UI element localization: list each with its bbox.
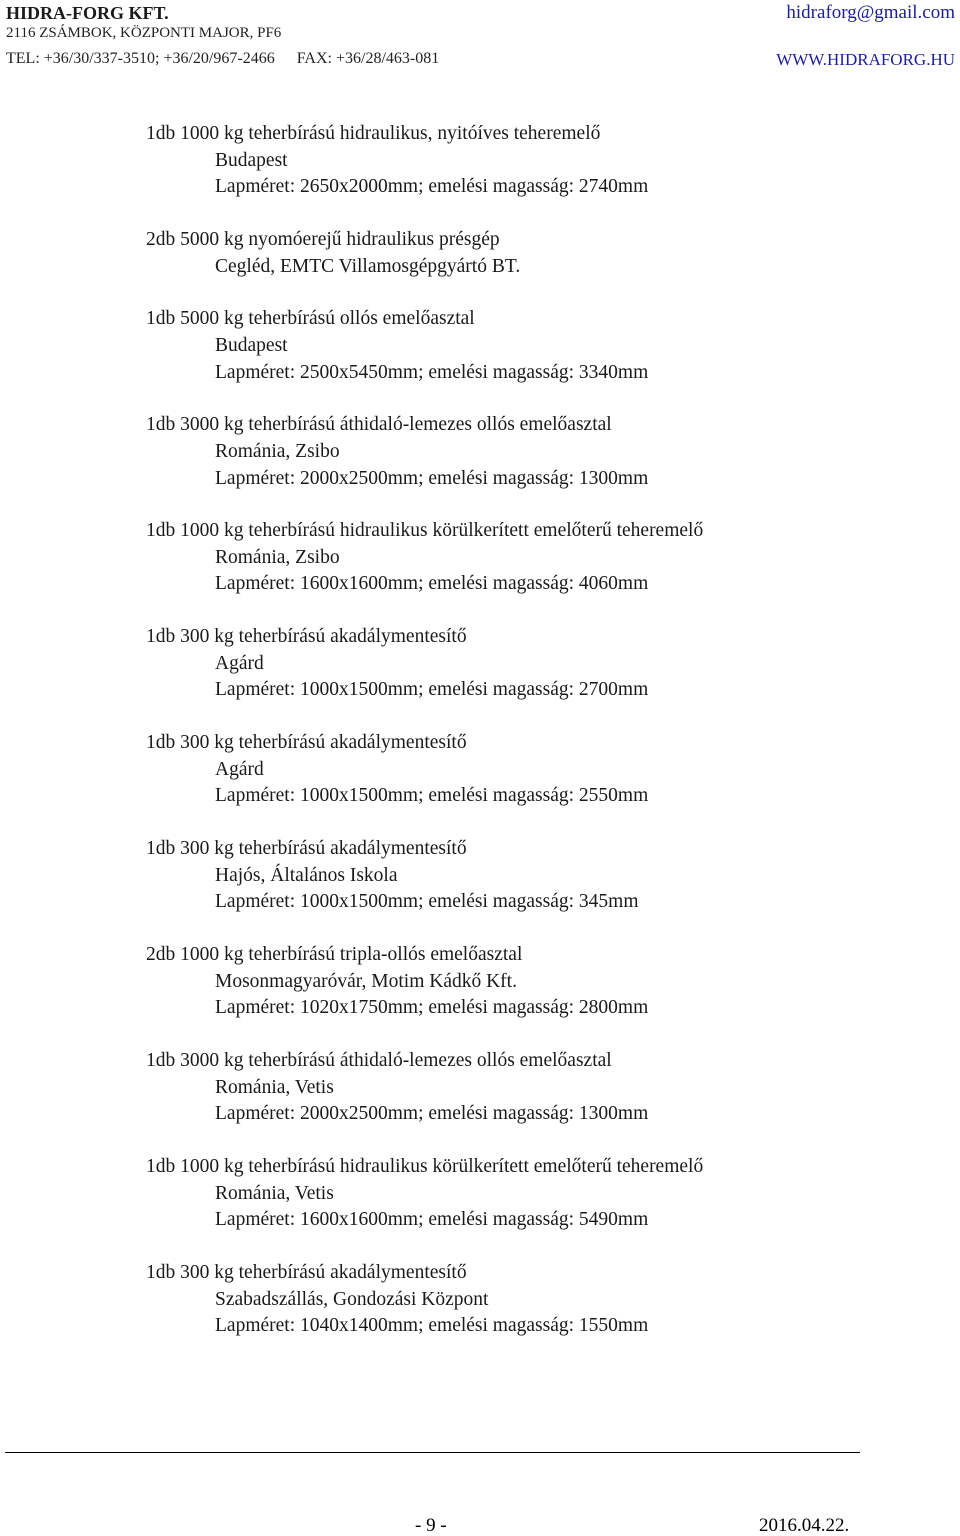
list-item — [146, 624, 926, 704]
entry-location: Agárd — [215, 652, 264, 674]
list-item — [146, 836, 926, 916]
page-number: - 9 - — [415, 1515, 447, 1536]
entry-spec: Lapméret: 1600x1600mm; emelési magasság: 4060mm — [215, 573, 649, 595]
entry-title: 2db 1000 kg teherbírású tripla-ollós emelőasztal — [146, 944, 523, 966]
entry-location: Románia, Zsibo — [215, 440, 340, 462]
entry-location: Románia, Vetis — [215, 1076, 334, 1098]
entry-title: 1db 3000 kg teherbírású áthidaló-lemezes ollós emelőasztal — [146, 1050, 612, 1072]
entry-spec: Lapméret: 2500x5450mm; emelési magasság: 3340mm — [215, 361, 649, 383]
entry-title: 1db 5000 kg teherbírású ollós emelőasztal — [146, 308, 475, 330]
document-date: 2016.04.22. — [759, 1515, 850, 1536]
footer-divider — [5, 1452, 860, 1453]
entry-spec: Lapméret: 1040x1400mm; emelési magasság: 1550mm — [215, 1315, 649, 1337]
list-item — [146, 518, 926, 598]
entry-title: 1db 300 kg teherbírású akadálymentesítő — [146, 1262, 467, 1284]
entry-location: Hajós, Általános Iskola — [215, 864, 398, 886]
contact-line — [6, 51, 439, 67]
entry-title: 1db 300 kg teherbírású akadálymentesítő — [146, 838, 467, 860]
entry-location: Szabadszállás, Gondozási Központ — [215, 1288, 489, 1310]
list-item — [146, 1048, 926, 1128]
entry-location: Budapest — [215, 334, 288, 356]
entry-spec: Lapméret: 1020x1750mm; emelési magasság: 2800mm — [215, 997, 649, 1019]
list-item — [146, 412, 926, 492]
entry-location: Románia, Zsibo — [215, 546, 340, 568]
list-item — [146, 1260, 926, 1340]
entry-title: 2db 5000 kg nyomóerejű hidraulikus présgép — [146, 228, 500, 250]
entry-spec: Lapméret: 1000x1500mm; emelési magasság: 2550mm — [215, 785, 649, 807]
list-item — [146, 730, 926, 810]
phone-numbers: TEL: +36/30/337-3510; +36/20/967-2466 — [6, 50, 275, 67]
entry-spec: Lapméret: 2000x2500mm; emelési magasság: 1300mm — [215, 1103, 649, 1125]
entry-spec: Lapméret: 2650x2000mm; emelési magasság: 2740mm — [215, 176, 649, 198]
entry-location: Mosonmagyaróvár, Motim Kádkő Kft. — [215, 970, 517, 992]
fax-number: FAX: +36/28/463-081 — [296, 50, 440, 67]
list-item — [146, 306, 926, 386]
email-address[interactable]: hidraforg@gmail.com — [786, 2, 955, 23]
entry-title: 1db 3000 kg teherbírású áthidaló-lemezes ollós emelőasztal — [146, 414, 612, 436]
entry-spec: Lapméret: 1000x1500mm; emelési magasság: 345mm — [215, 891, 639, 913]
entry-title: 1db 1000 kg teherbírású hidraulikus, nyitóíves teheremelő — [146, 123, 601, 144]
entry-title: 1db 1000 kg teherbírású hidraulikus körülkerített emelőterű teheremelő — [146, 520, 704, 542]
entry-location: Agárd — [215, 758, 264, 780]
entry-location: Budapest — [215, 149, 288, 171]
company-name: HIDRA-FORG KFT. — [6, 3, 169, 23]
entry-title: 1db 300 kg teherbírású akadálymentesítő — [146, 732, 467, 754]
company-address: 2116 ZSÁMBOK, KÖZPONTI MAJOR, PF6 — [6, 25, 282, 41]
entry-title: 1db 300 kg teherbírású akadálymentesítő — [146, 626, 467, 648]
entry-title: 1db 1000 kg teherbírású hidraulikus körülkerített emelőterű teheremelő — [146, 1156, 704, 1178]
entry-spec: Lapméret: 1000x1500mm; emelési magasság: 2700mm — [215, 679, 649, 701]
entry-location: Románia, Vetis — [215, 1182, 334, 1204]
reference-list — [146, 121, 926, 1366]
entry-spec: Lapméret: 2000x2500mm; emelési magasság: 1300mm — [215, 467, 649, 489]
list-item — [146, 227, 926, 280]
entry-spec: Lapméret: 1600x1600mm; emelési magasság: 5490mm — [215, 1209, 649, 1231]
list-item — [146, 942, 926, 1022]
entry-location: Cegléd, EMTC Villamosgépgyártó BT. — [215, 255, 521, 277]
website-link[interactable]: WWW.HIDRAFORG.HU — [776, 50, 955, 69]
list-item — [146, 1154, 926, 1234]
list-item — [146, 121, 926, 201]
